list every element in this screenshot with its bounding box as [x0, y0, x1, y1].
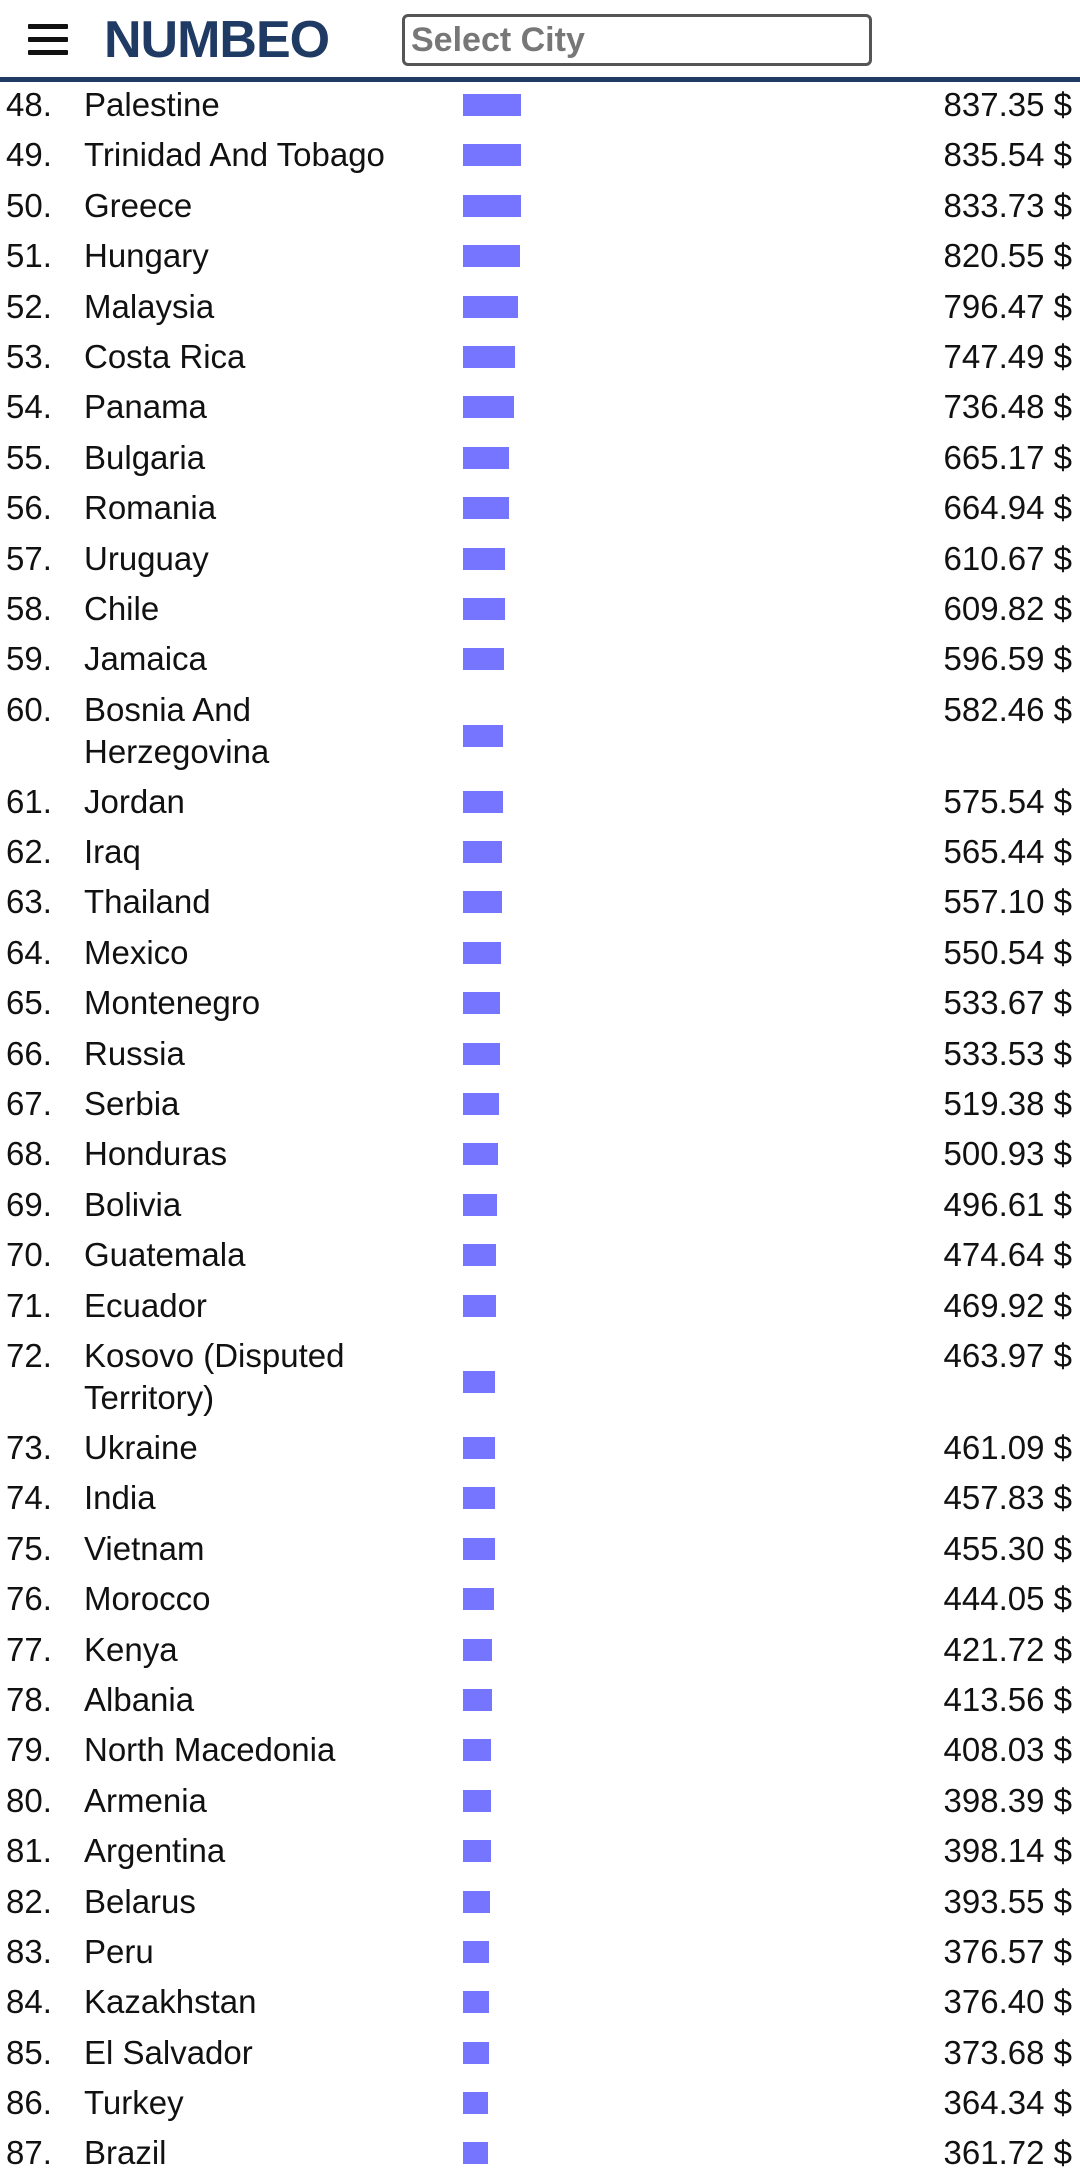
rank-number: 77. [6, 1630, 52, 1668]
rank-number: 70. [6, 1236, 52, 1274]
country-link[interactable]: Chile [84, 589, 160, 627]
list-item [0, 286, 1080, 336]
country-link[interactable]: India [84, 1479, 156, 1517]
value-text: 610.67 $ [943, 539, 1072, 577]
country-link[interactable]: Belarus [84, 1882, 196, 1920]
value-text: 444.05 $ [943, 1580, 1072, 1618]
rank-number: 69. [6, 1185, 52, 1223]
value-bar [463, 891, 502, 913]
rank-number: 87. [6, 2134, 52, 2172]
value-bar [463, 1689, 492, 1711]
value-bar [463, 841, 502, 863]
country-link[interactable]: Palestine [84, 86, 220, 123]
value-text: 393.55 $ [943, 1882, 1072, 1920]
value-bar [463, 245, 520, 267]
list-item [0, 2132, 1080, 2182]
value-text: 557.10 $ [943, 883, 1072, 921]
rank-number: 75. [6, 1529, 52, 1567]
list-item [0, 235, 1080, 285]
rank-number: 55. [6, 438, 52, 476]
country-link[interactable]: Montenegro [84, 984, 261, 1022]
value-text: 533.53 $ [943, 1034, 1072, 1072]
value-text: 408.03 $ [943, 1731, 1072, 1769]
value-text: 364.34 $ [943, 2084, 1072, 2122]
list-item [0, 1477, 1080, 1527]
country-link[interactable]: Vietnam [84, 1529, 205, 1567]
value-bar [463, 1194, 497, 1216]
country-link[interactable]: Ecuador [84, 1286, 207, 1324]
value-bar [463, 1244, 496, 1266]
list-item [0, 1234, 1080, 1284]
value-bar [463, 548, 505, 570]
value-bar [463, 1143, 498, 1165]
list-item [0, 831, 1080, 881]
list-item [0, 932, 1080, 982]
value-bar [463, 296, 518, 318]
rank-number: 59. [6, 640, 52, 678]
value-text: 469.92 $ [943, 1286, 1072, 1324]
value-text: 796.47 $ [943, 287, 1072, 325]
rank-number: 62. [6, 833, 52, 871]
value-text: 500.93 $ [943, 1135, 1072, 1173]
rank-number: 85. [6, 2033, 52, 2071]
country-link[interactable]: Trinidad And Tobago [84, 136, 385, 174]
rank-number: 83. [6, 1932, 52, 1970]
list-item [0, 437, 1080, 487]
list-item [0, 1981, 1080, 2031]
list-item [0, 1184, 1080, 1234]
value-text: 474.64 $ [943, 1236, 1072, 1274]
list-item [0, 1285, 1080, 1335]
value-text: 820.55 $ [943, 237, 1072, 275]
value-text: 461.09 $ [943, 1428, 1072, 1466]
rank-number: 56. [6, 489, 52, 527]
value-text: 421.72 $ [943, 1630, 1072, 1668]
country-ranking-list [0, 84, 1080, 2183]
value-bar [463, 992, 500, 1014]
rank-number: 67. [6, 1085, 52, 1123]
rank-number: 63. [6, 883, 52, 921]
list-item [0, 881, 1080, 931]
list-item [0, 2082, 1080, 2132]
country-link[interactable]: Bulgaria [84, 438, 206, 476]
country-link[interactable]: El Salvador [84, 2033, 253, 2071]
list-item [0, 982, 1080, 1032]
value-bar [463, 1487, 495, 1509]
rank-number: 76. [6, 1580, 52, 1618]
rank-number: 79. [6, 1731, 52, 1769]
value-bar [463, 144, 521, 166]
rank-number: 53. [6, 337, 52, 375]
country-link[interactable]: Malaysia [84, 287, 215, 325]
value-text: 609.82 $ [943, 589, 1072, 627]
country-link[interactable]: Panama [84, 388, 207, 426]
list-item [0, 1780, 1080, 1830]
rank-number: 64. [6, 933, 52, 971]
value-bar [463, 1588, 494, 1610]
list-item [0, 1335, 1080, 1427]
country-link[interactable]: Thailand [84, 883, 211, 921]
list-item [0, 84, 1080, 134]
value-bar [463, 497, 509, 519]
value-bar [463, 1891, 490, 1913]
rank-number: 49. [6, 136, 52, 174]
list-item [0, 1133, 1080, 1183]
hamburger-menu-icon[interactable] [28, 24, 68, 56]
list-item [0, 487, 1080, 537]
rank-number: 74. [6, 1479, 52, 1517]
list-item [0, 1427, 1080, 1477]
country-link[interactable]: Bolivia [84, 1185, 182, 1223]
value-text: 413.56 $ [943, 1680, 1072, 1718]
country-link[interactable]: Honduras [84, 1135, 228, 1173]
rank-number: 60. [6, 690, 52, 728]
select-city-input[interactable] [402, 14, 872, 66]
value-text: 376.40 $ [943, 1983, 1072, 2021]
rank-number: 71. [6, 1286, 52, 1324]
list-item [0, 2032, 1080, 2082]
country-link[interactable]: Kenya [84, 1630, 178, 1668]
list-item [0, 336, 1080, 386]
country-link[interactable]: Jordan [84, 782, 185, 820]
list-item [0, 134, 1080, 184]
country-link[interactable]: Peru [84, 1932, 154, 1970]
list-item [0, 1083, 1080, 1133]
list-item [0, 185, 1080, 235]
value-text: 736.48 $ [943, 388, 1072, 426]
value-text: 457.83 $ [943, 1479, 1072, 1517]
country-link[interactable]: Hungary [84, 237, 209, 275]
value-bar [463, 1991, 489, 2013]
list-item [0, 588, 1080, 638]
value-bar [463, 2042, 489, 2064]
country-link[interactable]: Serbia [84, 1085, 180, 1123]
value-bar [463, 1437, 495, 1459]
value-bar [463, 2142, 488, 2164]
list-item [0, 638, 1080, 688]
value-bar [463, 447, 509, 469]
value-text: 361.72 $ [943, 2134, 1072, 2172]
list-item [0, 781, 1080, 831]
rank-number: 50. [6, 186, 52, 224]
country-link[interactable]: Russia [84, 1034, 185, 1072]
country-link[interactable]: Morocco [84, 1580, 211, 1618]
list-item [0, 1033, 1080, 1083]
value-bar [463, 648, 504, 670]
list-item [0, 689, 1080, 781]
country-link[interactable]: Brazil [84, 2134, 167, 2172]
value-text: 376.57 $ [943, 1932, 1072, 1970]
country-link[interactable]: Guatemala [84, 1236, 246, 1274]
country-link[interactable]: North Macedonia [84, 1731, 336, 1769]
rank-number: 78. [6, 1680, 52, 1718]
country-link[interactable]: Turkey [84, 2084, 184, 2122]
value-text: 837.35 $ [943, 86, 1072, 123]
list-item [0, 1881, 1080, 1931]
country-link[interactable]: Kazakhstan [84, 1983, 257, 2021]
rank-number: 80. [6, 1781, 52, 1819]
value-text: 533.67 $ [943, 984, 1072, 1022]
value-text: 398.39 $ [943, 1781, 1072, 1819]
value-bar [463, 396, 514, 418]
country-link[interactable]: Bosnia And Herzegovina [84, 690, 270, 770]
value-bar [463, 1538, 495, 1560]
rank-number: 82. [6, 1882, 52, 1920]
value-text: 455.30 $ [943, 1529, 1072, 1567]
value-text: 596.59 $ [943, 640, 1072, 678]
country-link[interactable]: Iraq [84, 833, 141, 871]
value-text: 582.46 $ [943, 690, 1072, 728]
country-link[interactable]: Uruguay [84, 539, 209, 577]
value-bar [463, 1941, 489, 1963]
list-item [0, 1931, 1080, 1981]
rank-number: 57. [6, 539, 52, 577]
rank-number: 51. [6, 237, 52, 275]
value-text: 835.54 $ [943, 136, 1072, 174]
country-link[interactable]: Armenia [84, 1781, 207, 1819]
value-bar [463, 1093, 499, 1115]
value-text: 833.73 $ [943, 186, 1072, 224]
country-link[interactable]: Jamaica [84, 640, 207, 678]
value-text: 747.49 $ [943, 337, 1072, 375]
value-bar [463, 1840, 491, 1862]
list-item [0, 1629, 1080, 1679]
list-item [0, 1679, 1080, 1729]
rank-number: 86. [6, 2084, 52, 2122]
list-item [0, 1830, 1080, 1880]
value-text: 463.97 $ [943, 1336, 1072, 1374]
value-bar [463, 2092, 488, 2114]
value-bar [463, 1790, 491, 1812]
numbeo-logo[interactable]: NUMBEO [104, 11, 330, 69]
top-navigation-bar [0, 0, 1080, 82]
rank-number: 72. [6, 1336, 52, 1374]
country-link[interactable]: Romania [84, 489, 217, 527]
value-text: 496.61 $ [943, 1185, 1072, 1223]
value-text: 664.94 $ [943, 489, 1072, 527]
value-text: 373.68 $ [943, 2033, 1072, 2071]
rank-number: 58. [6, 589, 52, 627]
list-item [0, 386, 1080, 436]
country-link[interactable]: Argentina [84, 1832, 226, 1870]
value-bar [463, 1371, 495, 1393]
rank-number: 68. [6, 1135, 52, 1173]
list-item [0, 1528, 1080, 1578]
rank-number: 52. [6, 287, 52, 325]
value-bar [463, 725, 503, 747]
value-text: 398.14 $ [943, 1832, 1072, 1870]
value-text: 565.44 $ [943, 833, 1072, 871]
value-bar [463, 195, 521, 217]
list-item [0, 1578, 1080, 1628]
value-bar [463, 346, 515, 368]
country-link[interactable]: Kosovo (Disputed Territory) [84, 1336, 345, 1416]
value-bar [463, 1043, 500, 1065]
value-bar [463, 598, 505, 620]
rank-number: 48. [6, 86, 52, 123]
rank-number: 65. [6, 984, 52, 1022]
value-bar [463, 1295, 496, 1317]
list-item [0, 1729, 1080, 1779]
country-link[interactable]: Greece [84, 186, 193, 224]
rank-number: 81. [6, 1832, 52, 1870]
rank-number: 84. [6, 1983, 52, 2021]
value-text: 575.54 $ [943, 782, 1072, 820]
country-link[interactable]: Costa Rica [84, 337, 246, 375]
value-text: 550.54 $ [943, 933, 1072, 971]
value-text: 519.38 $ [943, 1085, 1072, 1123]
rank-number: 54. [6, 388, 52, 426]
value-bar [463, 1739, 491, 1761]
rank-number: 73. [6, 1428, 52, 1466]
country-link[interactable]: Mexico [84, 933, 189, 971]
rank-number: 61. [6, 782, 52, 820]
value-bar [463, 94, 521, 116]
country-link[interactable]: Albania [84, 1680, 195, 1718]
value-text: 665.17 $ [943, 438, 1072, 476]
value-bar [463, 791, 503, 813]
value-bar [463, 942, 501, 964]
rank-number: 66. [6, 1034, 52, 1072]
country-link[interactable]: Ukraine [84, 1428, 198, 1466]
list-item [0, 538, 1080, 588]
value-bar [463, 1639, 492, 1661]
